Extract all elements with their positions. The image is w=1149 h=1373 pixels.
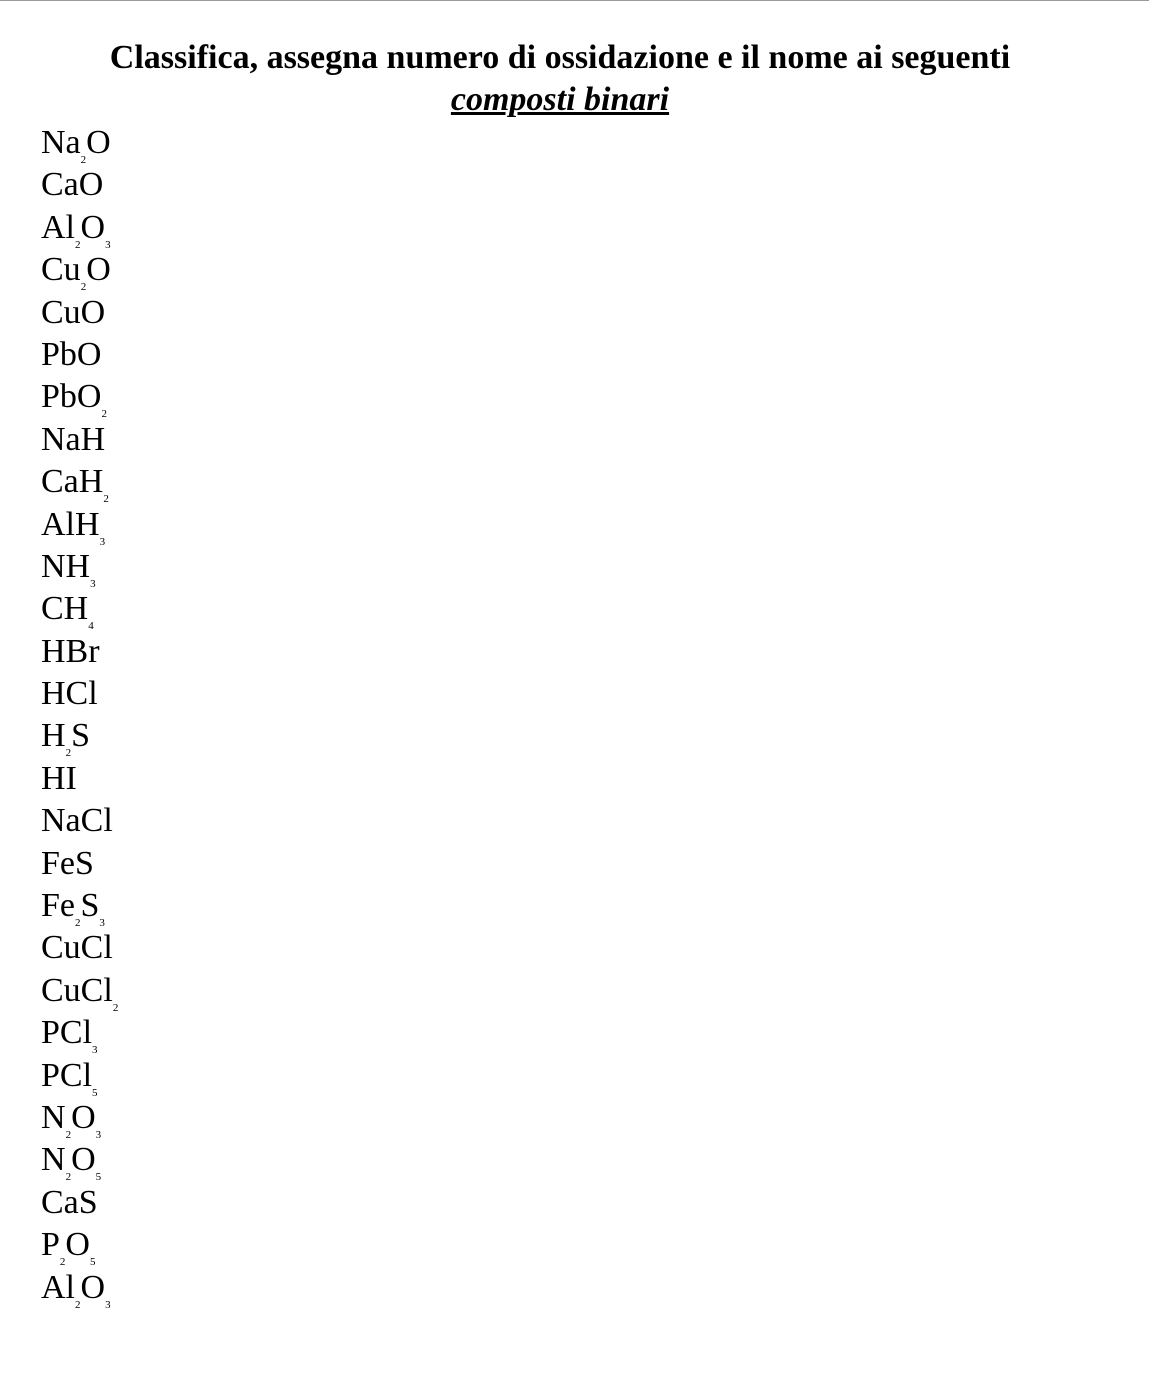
formula-item bbox=[41, 970, 118, 1012]
formula-symbol: CaO bbox=[41, 166, 104, 204]
formula-item bbox=[41, 1097, 118, 1139]
formula-symbol: AlH bbox=[41, 505, 100, 543]
formula-subscript: 3 bbox=[92, 1044, 98, 1057]
formula-symbol: NH bbox=[41, 547, 91, 585]
formula-symbol: Al bbox=[41, 1268, 75, 1306]
formula-subscript: 2 bbox=[65, 747, 72, 760]
formula-symbol: HCl bbox=[41, 675, 98, 713]
formula-item bbox=[41, 1182, 118, 1224]
formula-subscript: 5 bbox=[92, 1086, 98, 1099]
formula-symbol: PbO bbox=[41, 335, 102, 373]
formula-subscript: 3 bbox=[99, 917, 105, 930]
formula-item bbox=[41, 504, 118, 546]
formula-symbol: CaH bbox=[41, 463, 104, 501]
formula-symbol: O bbox=[71, 1141, 96, 1179]
formula-symbol: NaCl bbox=[41, 802, 113, 840]
formula-item bbox=[41, 122, 118, 164]
page-title: Classifica, assegna numero di ossidazione e il nome ai seguenti bbox=[109, 39, 1011, 76]
formula-item bbox=[41, 800, 118, 842]
formula-item bbox=[41, 588, 118, 633]
formula-item bbox=[41, 546, 118, 588]
formula-subscript: 2 bbox=[65, 1171, 72, 1184]
top-rule bbox=[0, 0, 1149, 1]
formula-symbol: Al bbox=[41, 208, 75, 246]
formula-subscript: 3 bbox=[105, 238, 111, 251]
formula-item bbox=[41, 1224, 118, 1269]
formula-item bbox=[41, 673, 118, 715]
formula-symbol: O bbox=[71, 1098, 96, 1136]
formula-symbol: NaH bbox=[41, 420, 106, 458]
formula-symbol: O bbox=[80, 1268, 106, 1306]
formula-symbol: O bbox=[80, 208, 106, 246]
formula-subscript: 3 bbox=[105, 1298, 111, 1311]
page-subtitle: composti binari bbox=[450, 81, 670, 118]
formula-item bbox=[41, 334, 118, 376]
formula-item bbox=[41, 249, 118, 294]
formula-subscript: 3 bbox=[99, 535, 106, 548]
formula-symbol: HBr bbox=[41, 632, 100, 670]
formula-subscript: 2 bbox=[112, 1001, 119, 1014]
formula-symbol: S bbox=[80, 887, 100, 925]
formula-symbol: H bbox=[41, 717, 66, 755]
formula-item bbox=[41, 927, 118, 969]
formula-item bbox=[41, 207, 118, 249]
formula-subscript: 2 bbox=[101, 408, 107, 421]
formula-subscript: 2 bbox=[80, 154, 87, 166]
formula-symbol: PCl bbox=[41, 1056, 93, 1094]
formula-symbol: S bbox=[71, 717, 90, 755]
formula-subscript: 2 bbox=[65, 1128, 72, 1141]
formula-symbol: N bbox=[41, 1098, 66, 1136]
formula-symbol: N bbox=[41, 1141, 66, 1179]
formula-subscript: 2 bbox=[75, 238, 81, 251]
formula-subscript: 5 bbox=[95, 1171, 102, 1184]
formula-subscript: 4 bbox=[88, 620, 94, 633]
formula-subscript: 2 bbox=[59, 1256, 66, 1269]
formula-item bbox=[41, 758, 118, 800]
formula-symbol: P bbox=[41, 1226, 60, 1264]
formula-item bbox=[41, 715, 118, 760]
formula-symbol: HI bbox=[41, 759, 77, 797]
formula-item bbox=[41, 843, 118, 885]
formula-item bbox=[41, 1055, 118, 1097]
formula-item bbox=[41, 292, 118, 334]
formula-item bbox=[41, 631, 118, 673]
formula-item bbox=[41, 1012, 118, 1057]
formula-symbol: CaS bbox=[41, 1183, 98, 1221]
formula-symbol: CuCl bbox=[41, 971, 113, 1009]
formula-item bbox=[41, 885, 118, 930]
formula-symbol: Na bbox=[41, 124, 81, 161]
formula-item bbox=[41, 419, 118, 461]
formula-symbol: FeS bbox=[41, 844, 94, 882]
formula-symbol: CH bbox=[41, 590, 89, 628]
formula-subscript: 2 bbox=[80, 281, 87, 294]
formula-symbol: O bbox=[86, 251, 111, 289]
formula-symbol: Fe bbox=[41, 887, 75, 925]
formula-subscript: 3 bbox=[90, 577, 96, 590]
formula-symbol: CuO bbox=[41, 293, 106, 331]
formula-subscript: 2 bbox=[75, 1298, 81, 1311]
formula-subscript: 5 bbox=[89, 1256, 96, 1269]
formula-symbol: CuCl bbox=[41, 929, 113, 967]
formula-item bbox=[41, 1139, 118, 1184]
formula-symbol: O bbox=[65, 1226, 90, 1264]
formula-symbol: Cu bbox=[41, 251, 81, 289]
formula-symbol: O bbox=[86, 124, 111, 161]
formula-item bbox=[41, 164, 118, 206]
formula-subscript: 2 bbox=[103, 493, 109, 506]
formula-list bbox=[41, 122, 118, 1309]
formula-symbol: PbO bbox=[41, 378, 102, 416]
formula-item bbox=[41, 376, 118, 421]
formula-subscript: 2 bbox=[75, 917, 81, 930]
formula-subscript: 3 bbox=[95, 1128, 102, 1141]
formula-item bbox=[41, 461, 118, 506]
formula-symbol: PCl bbox=[41, 1014, 93, 1052]
formula-item bbox=[41, 1267, 118, 1309]
